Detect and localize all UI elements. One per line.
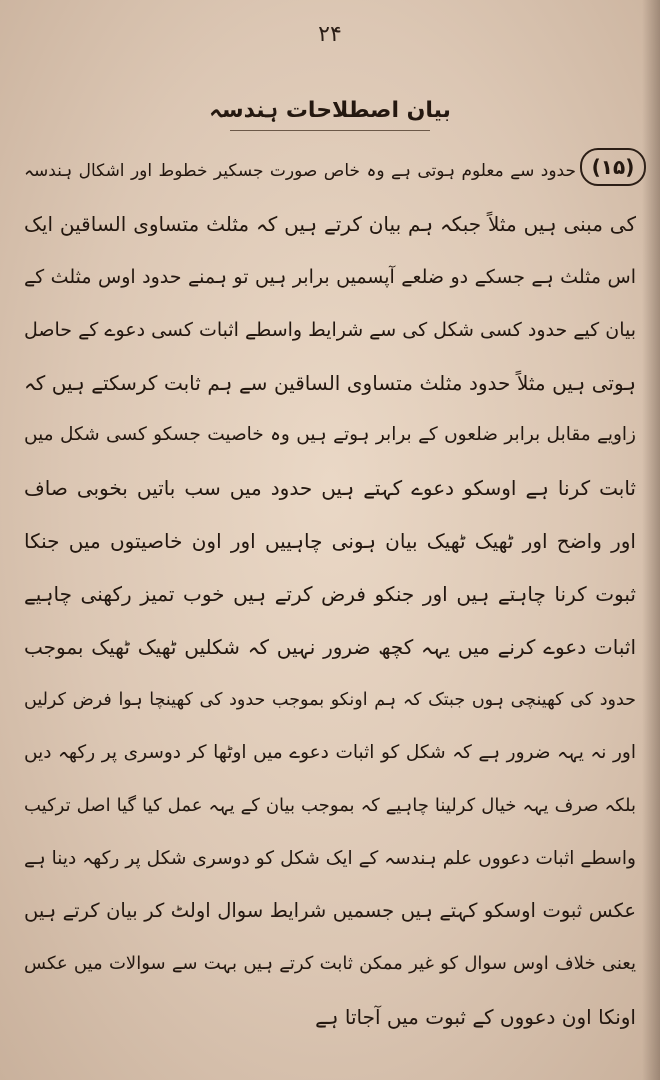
page-number: ۲۴ bbox=[318, 22, 342, 47]
text-line: ہوتی ہیں مثلاً حدود مثلث متساوی الساقین سے ہم ثابت کرسکتے ہیں کہ bbox=[24, 370, 636, 395]
text-line: حدود کی کھینچی ہوں جبتک کہ ہم اونکو بموجب حدود کی کھینچا ہوا فرض کرلیں bbox=[24, 689, 636, 710]
text-line: کی مبنی ہیں مثلاً جبکہ ہم بیان کرتے ہیں کہ مثلث متساوی الساقین ایک bbox=[24, 211, 636, 236]
text-line: اونکا اون دعووں کے ثبوت میں آجاتا ہے bbox=[315, 1005, 636, 1030]
text-line: واسطے اثبات دعووں علم ہندسہ کے ایک شکل کو دوسری شکل پر رکھہ دینا ہے bbox=[24, 847, 636, 869]
page-edge-shadow bbox=[642, 0, 660, 1080]
text-line: اور واضح اور ٹھیک ٹھیک بیان ہونی چاہییں اور اون خاصیتوں میں جنکا bbox=[24, 529, 636, 554]
page-heading: بیان اصطلاحات ہندسہ bbox=[209, 98, 451, 123]
text-line: یعنی خلاف اوس سوال کو غیر ممکن ثابت کرتے ہیں بہت سے سوالات میں عکس bbox=[24, 953, 636, 975]
text-line: بلکہ صرف یہہ خیال کرلینا چاہیے کہ بموجب بیان کے یہہ عمل کیا گیا اصل ترکیب bbox=[24, 794, 636, 816]
section-number-badge: (۱۵) bbox=[580, 148, 646, 186]
text-line: اس مثلث ہے جسکے دو ضلعے آپسمیں برابر ہیں تو ہمنے حدود اوس مثلث کے bbox=[24, 265, 636, 288]
text-line: زاویے مقابل برابر ضلعوں کے برابر ہوتے ہیں وہ خاصیت جسکو کسی شکل میں bbox=[24, 424, 636, 446]
text-line: حدود سے معلوم ہوتی ہے وہ خاص صورت جسکیر خطوط اور اشکال ہندسہ bbox=[24, 161, 576, 181]
heading-underline bbox=[230, 130, 430, 131]
text-line: عکس ثبوت اوسکو کہتے ہیں جسمیں شرایط سوال اولٹ کر بیان کرتے ہیں bbox=[24, 899, 636, 923]
text-line: اثبات دعوے کرنے میں یہہ کچھ ضرور نہیں کہ شکلیں ٹھیک ٹھیک بموجب bbox=[24, 635, 636, 660]
text-line: ثبوت کرنا چاہتے ہیں اور جنکو فرض کرتے ہیں خوب تمیز رکھنی چاہیے bbox=[24, 582, 636, 607]
text-line: ثابت کرنا ہے اوسکو دعوے کہتے ہیں حدود میں سب باتیں بخوبی صاف bbox=[24, 476, 636, 501]
text-line: بیان کیے حدود کسی شکل کی سے شرایط واسطے اثبات کسی دعوے کے حاصل bbox=[24, 318, 636, 341]
text-line: اور نہ یہہ ضرور ہے کہ شکل کو اثبات دعوے میں اوٹھا کر دوسری پر رکھہ دیں bbox=[24, 741, 636, 763]
